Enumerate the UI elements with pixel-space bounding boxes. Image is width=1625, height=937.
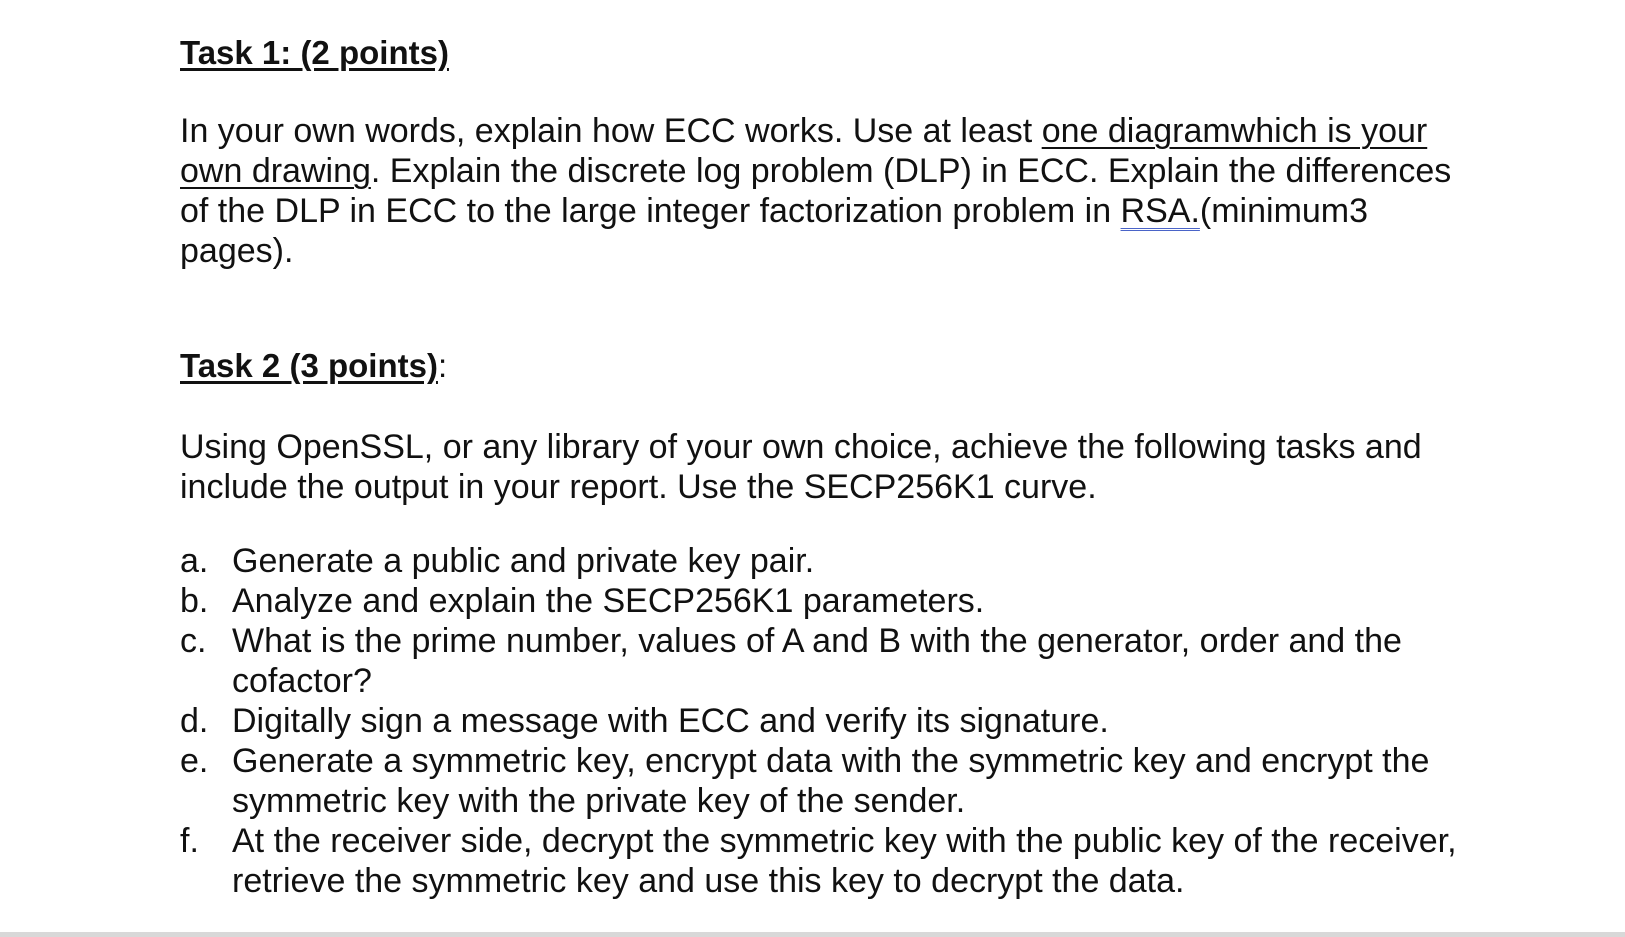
task1-heading <box>180 30 1480 76</box>
list-item-text: Analyze and explain the SECP256K1 parameters. <box>232 582 985 620</box>
list-marker: a. <box>180 542 209 580</box>
list-item <box>180 621 1480 701</box>
task1-description <box>180 111 1480 271</box>
task1-rsa-spellcheck: RSA. <box>1120 192 1200 230</box>
list-item-text: Generate a public and private key pair. <box>232 542 815 580</box>
task1-heading-text: Task 1: (2 points) <box>180 34 449 71</box>
task1-text-end: (minimum3 pages). <box>180 192 1369 270</box>
task1-text-middle: . Explain the discrete log problem (DLP) in ECC. Explain the differences of the DLP in ECC to the large integer factorization problem in <box>180 152 1452 230</box>
list-item-text: Generate a symmetric key, encrypt data with the symmetric key and encrypt the symmetric key with the private key of the sender. <box>232 742 1430 820</box>
list-item-text: What is the prime number, values of A and B with the generator, order and the cofactor? <box>232 622 1402 700</box>
task2-description: Using OpenSSL, or any library of your own choice, achieve the following tasks and include the output in your report. Use the SECP256K1 curve. <box>180 428 1422 506</box>
task1-text-start: In your own words, explain how ECC works. Use at least <box>180 112 1042 150</box>
list-item <box>180 581 1480 621</box>
list-marker: d. <box>180 702 209 740</box>
list-item <box>180 541 1480 581</box>
task2-heading <box>180 343 1480 389</box>
list-marker: c. <box>180 622 207 660</box>
list-item <box>180 741 1480 821</box>
document-content <box>180 30 1480 901</box>
task2-heading-colon: : <box>437 347 448 384</box>
list-item <box>180 701 1480 741</box>
task2-list <box>180 541 1480 901</box>
list-item-text: At the receiver side, decrypt the symmetric key with the public key of the receiver, retrieve the symmetric key and use this key to decrypt the data. <box>232 822 1457 900</box>
task1-underlined-requirement: one diagramwhich is your own drawing <box>180 112 1428 190</box>
list-marker: e. <box>180 742 209 780</box>
list-item-text: Digitally sign a message with ECC and verify its signature. <box>232 702 1109 740</box>
list-item <box>180 821 1480 901</box>
page-bottom-edge <box>0 932 1625 937</box>
task2-heading-text: Task 2 (3 points) <box>180 347 438 384</box>
list-marker: b. <box>180 582 209 620</box>
list-marker: f. <box>180 822 199 860</box>
